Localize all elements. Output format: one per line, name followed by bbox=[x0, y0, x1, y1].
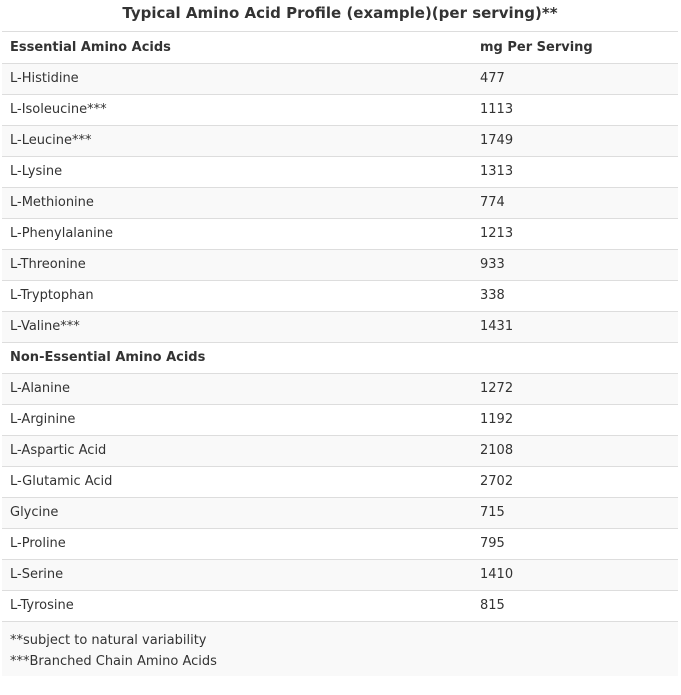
amino-acid-value: 2702 bbox=[472, 466, 678, 497]
amino-acid-name: L-Histidine bbox=[2, 63, 472, 94]
amino-acid-name: L-Arginine bbox=[2, 404, 472, 435]
amino-acid-value: 2108 bbox=[472, 435, 678, 466]
table-row bbox=[2, 249, 678, 280]
amino-acid-value: 1213 bbox=[472, 218, 678, 249]
table-row bbox=[2, 373, 678, 404]
column-header-mg: mg Per Serving bbox=[472, 32, 678, 63]
amino-acid-value: 933 bbox=[472, 249, 678, 280]
amino-acid-name: L-Methionine bbox=[2, 187, 472, 218]
amino-acid-name: L-Serine bbox=[2, 559, 472, 590]
amino-acid-name: Glycine bbox=[2, 497, 472, 528]
table-row bbox=[2, 280, 678, 311]
table-row bbox=[2, 590, 678, 621]
amino-acid-value: 1272 bbox=[472, 373, 678, 404]
footnote-variability: **subject to natural variability bbox=[10, 632, 207, 648]
section-header-non-essential: Non-Essential Amino Acids bbox=[2, 342, 472, 373]
amino-acid-value: 338 bbox=[472, 280, 678, 311]
footnotes bbox=[2, 622, 678, 676]
amino-acid-value: 1313 bbox=[472, 156, 678, 187]
amino-acid-name: L-Tyrosine bbox=[2, 590, 472, 621]
table-row bbox=[2, 404, 678, 435]
empty-cell bbox=[472, 342, 678, 373]
amino-acid-name: L-Aspartic Acid bbox=[2, 435, 472, 466]
table-row bbox=[2, 125, 678, 156]
amino-acid-name: L-Proline bbox=[2, 528, 472, 559]
footnote-bcaa: ***Branched Chain Amino Acids bbox=[10, 653, 217, 669]
table-row bbox=[2, 497, 678, 528]
amino-acid-name: L-Leucine*** bbox=[2, 125, 472, 156]
amino-acid-name: L-Tryptophan bbox=[2, 280, 472, 311]
amino-acid-value: 774 bbox=[472, 187, 678, 218]
table-row bbox=[2, 466, 678, 497]
table-title: Typical Amino Acid Profile (example)(per serving)** bbox=[2, 0, 678, 32]
amino-acid-name: L-Lysine bbox=[2, 156, 472, 187]
table-row bbox=[2, 63, 678, 94]
table-row bbox=[2, 528, 678, 559]
table-row bbox=[2, 435, 678, 466]
amino-acid-profile bbox=[2, 0, 678, 676]
amino-acid-value: 815 bbox=[472, 590, 678, 621]
amino-acid-value: 477 bbox=[472, 63, 678, 94]
table-row bbox=[2, 218, 678, 249]
amino-acid-name: L-Isoleucine*** bbox=[2, 94, 472, 125]
amino-acid-value: 1749 bbox=[472, 125, 678, 156]
table-row bbox=[2, 156, 678, 187]
amino-acid-name: L-Glutamic Acid bbox=[2, 466, 472, 497]
amino-acid-value: 1192 bbox=[472, 404, 678, 435]
amino-acid-value: 1431 bbox=[472, 311, 678, 342]
essential-header-row bbox=[2, 32, 678, 63]
table-row bbox=[2, 187, 678, 218]
section-header-essential: Essential Amino Acids bbox=[2, 32, 472, 63]
amino-acid-name: L-Alanine bbox=[2, 373, 472, 404]
amino-acid-value: 1410 bbox=[472, 559, 678, 590]
table-row bbox=[2, 311, 678, 342]
amino-acid-value: 715 bbox=[472, 497, 678, 528]
amino-acid-name: L-Phenylalanine bbox=[2, 218, 472, 249]
table-row bbox=[2, 94, 678, 125]
amino-acid-table bbox=[2, 32, 678, 622]
amino-acid-name: L-Threonine bbox=[2, 249, 472, 280]
amino-acid-name: L-Valine*** bbox=[2, 311, 472, 342]
amino-acid-value: 1113 bbox=[472, 94, 678, 125]
amino-acid-value: 795 bbox=[472, 528, 678, 559]
table-row bbox=[2, 559, 678, 590]
non-essential-header-row bbox=[2, 342, 678, 373]
